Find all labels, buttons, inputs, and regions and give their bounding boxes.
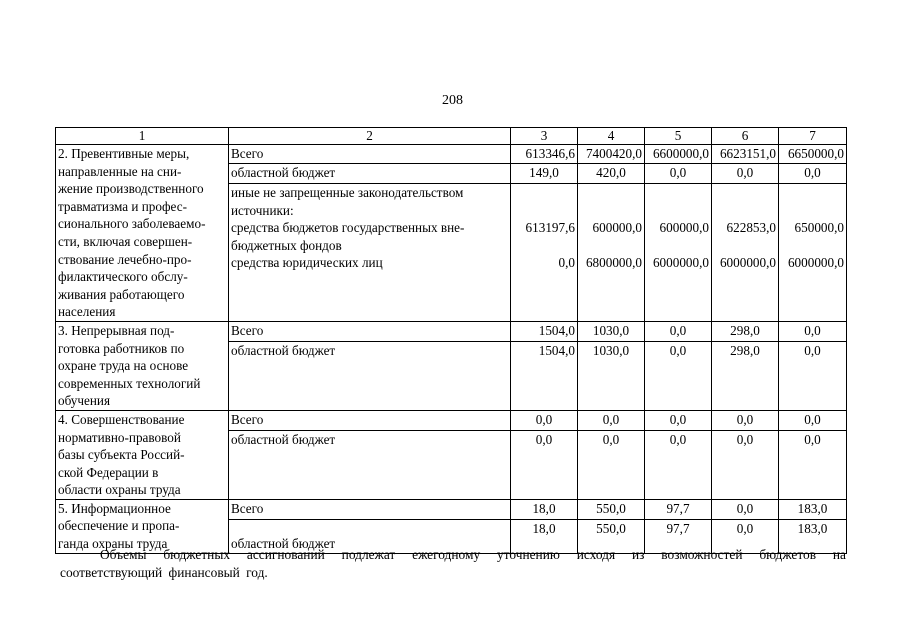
value-cell — [511, 183, 578, 321]
title-line: направленные на сни- — [58, 163, 182, 179]
header-cell: 4 — [578, 128, 645, 145]
value-cell — [779, 183, 847, 321]
funding-source: областной бюджет — [229, 519, 511, 553]
funding-source: областной бюджет — [229, 341, 511, 410]
source-line: бюджетных фондов — [231, 237, 342, 253]
value-cell: 97,7 — [645, 519, 712, 553]
title-line: современных технологий — [58, 375, 201, 391]
header-cell: 5 — [645, 128, 712, 145]
value-cell: 0,0 — [712, 410, 779, 430]
value-cell: 18,0 — [511, 519, 578, 553]
value-cell: 0,0 — [511, 430, 578, 499]
value-cell: 0,0 — [712, 519, 779, 553]
value-cell: 0,0 — [645, 341, 712, 410]
budget-footnote — [60, 546, 846, 581]
funding-source-other — [229, 183, 511, 321]
value-cell: 0,0 — [779, 410, 847, 430]
value-cell: 6623151,0 — [712, 145, 779, 164]
table-row — [56, 499, 847, 519]
value-cell: 0,0 — [779, 164, 847, 183]
title-line: населения — [58, 304, 116, 320]
measure-title — [56, 410, 229, 499]
value-cell: 0,0 — [645, 164, 712, 183]
title-line: ствование лечебно-про- — [58, 251, 192, 267]
title-line: обеспечение и пропа- — [58, 518, 180, 534]
title-line: сти, включая совершен- — [58, 233, 193, 249]
value-cell — [578, 183, 645, 321]
header-cell: 1 — [56, 128, 229, 145]
source-line: средства бюджетов государственных вне- — [231, 220, 465, 236]
title-line: готовка работников по — [58, 340, 185, 356]
value: 6000000,0 — [652, 255, 709, 271]
value-cell: 0,0 — [779, 321, 847, 341]
title-line: 3. Непрерывная под- — [58, 322, 175, 338]
title-line: обучения — [58, 393, 111, 409]
title-line: охране труда на основе — [58, 358, 189, 374]
value-cell: 7400420,0 — [578, 145, 645, 164]
source-line: средства юридических лиц — [231, 255, 383, 271]
title-line: травматизма и профес- — [58, 198, 187, 214]
footnote-line: соответствующий финансовый год. — [60, 564, 268, 580]
value-cell: 6600000,0 — [645, 145, 712, 164]
value-cell: 550,0 — [578, 499, 645, 519]
title-line: сионального заболеваемо- — [58, 216, 206, 232]
value-cell: 1504,0 — [511, 321, 578, 341]
source-line: иные не запрещенные законодательством — [231, 184, 464, 200]
value-cell: 18,0 — [511, 499, 578, 519]
funding-source: Всего — [229, 145, 511, 164]
value-cell: 0,0 — [779, 341, 847, 410]
title-line: базы субъекта Россий- — [58, 447, 185, 463]
value-cell: 550,0 — [578, 519, 645, 553]
table-row — [56, 145, 847, 164]
table-row — [56, 321, 847, 341]
value-cell: 0,0 — [712, 164, 779, 183]
value-cell: 0,0 — [712, 430, 779, 499]
title-line: нормативно-правовой — [58, 429, 181, 445]
measure-title — [56, 321, 229, 410]
value-cell: 0,0 — [645, 321, 712, 341]
value: 600000,0 — [592, 220, 642, 236]
value-cell: 613346,6 — [511, 145, 578, 164]
value-cell: 298,0 — [712, 321, 779, 341]
funding-source: областной бюджет — [229, 164, 511, 183]
value: 600000,0 — [659, 220, 709, 236]
header-cell: 6 — [712, 128, 779, 145]
value: 6000000,0 — [787, 255, 844, 271]
value-cell — [712, 183, 779, 321]
value-cell: 0,0 — [578, 410, 645, 430]
title-line: 2. Превентивные меры, — [58, 146, 190, 161]
value: 6000000,0 — [719, 255, 776, 271]
title-line: ской Федерации в — [58, 464, 159, 480]
title-line: 5. Информационное — [58, 500, 171, 516]
value-cell: 0,0 — [578, 430, 645, 499]
value-cell: 183,0 — [779, 499, 847, 519]
header-row — [56, 128, 847, 145]
value-cell: 183,0 — [779, 519, 847, 553]
funding-source: Всего — [229, 410, 511, 430]
page-number: 208 — [442, 93, 463, 108]
value: 613197,6 — [525, 220, 575, 236]
value-cell — [645, 183, 712, 321]
value-cell: 6650000,0 — [779, 145, 847, 164]
value-cell: 0,0 — [712, 499, 779, 519]
value: 622853,0 — [726, 220, 776, 236]
funding-source: Всего — [229, 321, 511, 341]
title-line: живания работающего — [58, 286, 185, 302]
funding-source: областной бюджет — [229, 430, 511, 499]
funding-source: Всего — [229, 499, 511, 519]
header-cell: 3 — [511, 128, 578, 145]
header-cell: 2 — [229, 128, 511, 145]
budget-table — [55, 127, 847, 554]
value-cell: 420,0 — [578, 164, 645, 183]
header-cell: 7 — [779, 128, 847, 145]
source-line: источники: — [231, 202, 294, 218]
title-line: филактического обслу- — [58, 269, 188, 285]
table-row — [56, 410, 847, 430]
value-cell: 1504,0 — [511, 341, 578, 410]
value-cell: 0,0 — [645, 430, 712, 499]
title-line: ганда охраны труда — [58, 536, 168, 552]
title-line: области охраны труда — [58, 482, 181, 498]
value-cell: 298,0 — [712, 341, 779, 410]
value-cell: 1030,0 — [578, 341, 645, 410]
value: 650000,0 — [794, 220, 844, 236]
value: 0,0 — [558, 255, 575, 271]
value-cell: 149,0 — [511, 164, 578, 183]
value-cell: 0,0 — [645, 410, 712, 430]
value-cell: 97,7 — [645, 499, 712, 519]
value-cell: 0,0 — [511, 410, 578, 430]
title-line: 4. Совершенствование — [58, 411, 185, 427]
value-cell: 0,0 — [779, 430, 847, 499]
title-line: жение производственного — [58, 181, 204, 197]
value: 6800000,0 — [585, 255, 642, 271]
value-cell: 1030,0 — [578, 321, 645, 341]
measure-title — [56, 145, 229, 322]
footnote-line: Объемы бюджетных ассигнований подлежат ежегодному уточнению исходя из возможностей бюджетов на — [100, 547, 846, 562]
